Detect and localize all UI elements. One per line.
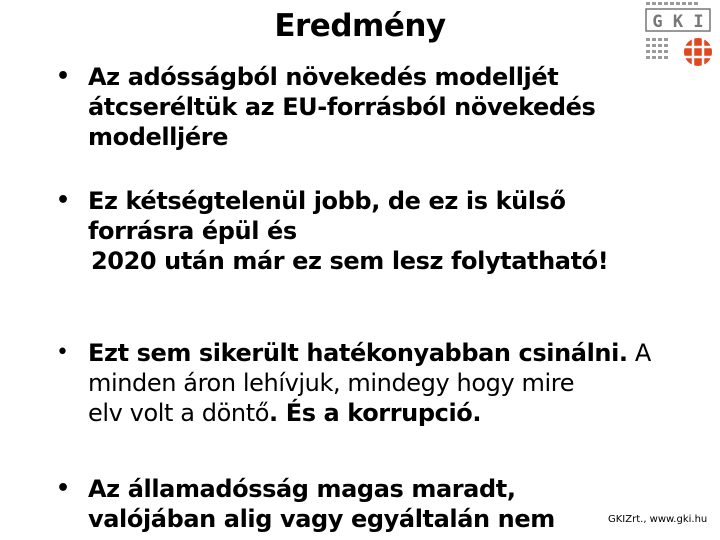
- bullet-dot: •: [56, 188, 70, 213]
- bullet-3-line-2: minden áron lehívjuk, mindegy hogy mire: [88, 369, 575, 397]
- bullet-1-line-3: modelljére: [88, 123, 229, 151]
- bullet-4: [56, 474, 555, 534]
- bullet-4-line-2: valójában alig vagy egyáltalán nem: [88, 505, 555, 533]
- bullet-1-line-1: Az adósságból növekedés modelljét: [88, 63, 559, 91]
- slide-title: Eredmény: [274, 8, 446, 44]
- bullet-3-normal-text: A: [627, 339, 651, 367]
- bullet-dot: •: [56, 340, 69, 365]
- footer-text: GKIZrt., www.gki.hu: [608, 514, 708, 525]
- gki-logo-graphic: [640, 0, 720, 72]
- bullet-3-line-3-normal: elv volt a döntő: [88, 399, 270, 427]
- bullet-dot: •: [56, 64, 70, 89]
- bullet-2-line-1: Ez kétségtelenül jobb, de ez is külső: [88, 187, 566, 215]
- bullet-1-line-2: átcseréltük az EU-forrásból növekedés: [88, 93, 596, 121]
- gki-logo: [640, 0, 720, 72]
- bullet-4-line-1: Az államadósság magas maradt,: [88, 475, 516, 503]
- bullet-3-line-3-bold: . És a korrupció.: [269, 399, 482, 427]
- logo-letters: G K I: [652, 12, 704, 32]
- bullet-2: [56, 186, 608, 276]
- bullet-3-line-1: [88, 338, 651, 368]
- bullet-3-bold-text: Ezt sem sikerült hatékonyabban csinálni.: [88, 339, 628, 367]
- bullet-3-line-3: [88, 398, 651, 428]
- bullet-2-line-3: 2020 után már ez sem lesz folytatható!: [91, 247, 609, 275]
- bullet-dot: •: [56, 476, 70, 501]
- bullet-2-line-2: forrásra épül és: [88, 217, 297, 245]
- bullet-3: [56, 338, 651, 428]
- bullet-1: [56, 62, 595, 152]
